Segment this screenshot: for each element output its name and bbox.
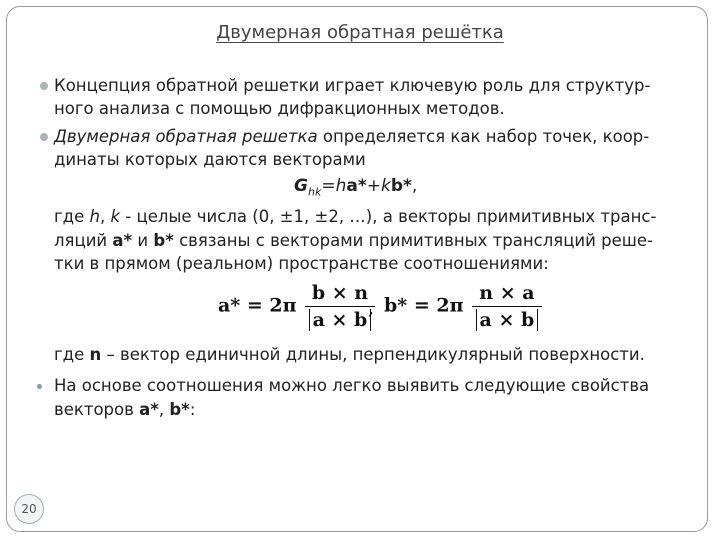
paragraph-3-line-3: тки в прямом (реальном) пространстве соотношениями: [54, 254, 549, 273]
formula-b-star: b* = 2π $\frac{n \times a}{a \times b}$ [384, 282, 544, 331]
slide-title: Двумерная обратная решётка [216, 22, 504, 43]
paragraph-2-line-2: динаты которых даются векторами [54, 150, 366, 169]
formula-b-star-numerator: n × a [479, 282, 535, 304]
paragraph-4: где n – вектор единичной длины, перпендикулярный поверхности. [54, 345, 645, 364]
formula-a-star-numerator: b × n [311, 282, 369, 304]
paragraph-1-line-2: ного анализа с помощью дифракционных методов. [54, 99, 505, 118]
formula-a-star: a* = 2π $\frac{b \times n}{a \times b}$ [218, 282, 377, 331]
formula-separator: , [368, 297, 375, 319]
paragraph-1-line-1: Концепция обратной решетки играет ключевую роль для структур- [54, 76, 651, 95]
bullet-2 [40, 133, 48, 141]
paragraph-5-line-2: векторов a*, b*: [54, 400, 196, 419]
bullet-3 [37, 384, 42, 389]
formula-g-hk: $G_{hk}=ha*+kb*$, [294, 176, 418, 199]
paragraph-3-line-1: где h, k - целые числа (0, ±1, ±2, …), а векторы примитивных транс- [54, 207, 657, 226]
paragraph-5-line-1: На основе соотношения можно легко выявить следующие свойства [54, 376, 650, 395]
formula-b-star-denominator: a × b [476, 309, 539, 331]
paragraph-3-line-2: ляций a* и b* связаны с векторами примитивных трансляций реше- [54, 231, 653, 250]
bullet-1 [40, 82, 48, 90]
formula-a-star-denominator: a × b [309, 309, 372, 331]
paragraph-2-line-1: Двумерная обратная решетка определяется как набор точек, коор- [54, 127, 650, 146]
page-number-badge: 20 [14, 494, 44, 524]
